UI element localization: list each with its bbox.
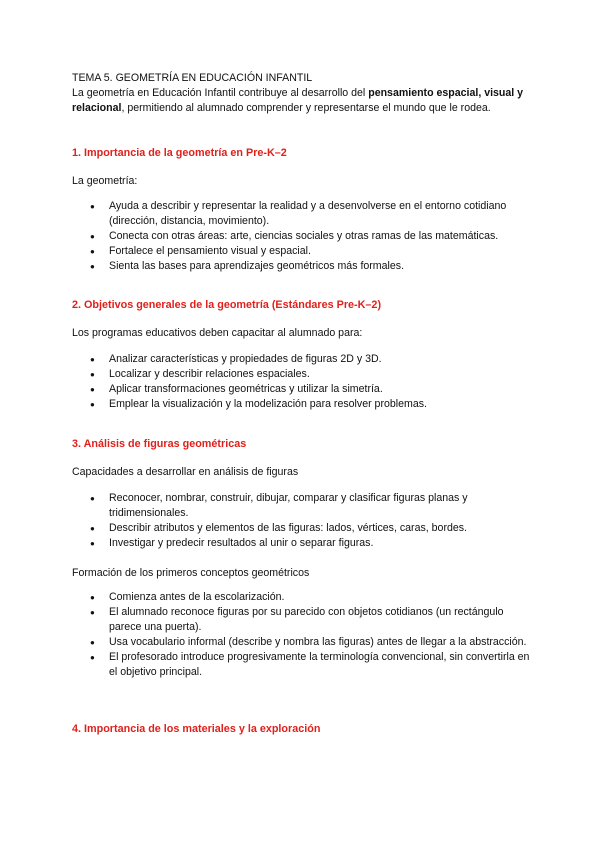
list-item: ● Conecta con otras áreas: arte, ciencias sociales y otras ramas de las matemáticas.	[90, 229, 530, 244]
section-2-heading: 2. Objetivos generales de la geometría (Estándares Pre-K–2)	[72, 299, 382, 311]
intro-bold-text: pensamiento espacial, visual y relacional	[72, 87, 524, 114]
intro-text-end: , permitiendo al alumnado comprender y representarse el mundo que le rodea.	[121, 102, 491, 114]
list-item: ● Reconocer, nombrar, construir, dibujar, comparar y clasificar figuras planas y tridimensionales.	[90, 491, 530, 521]
list-item: ● Emplear la visualización y la modelización para resolver problemas.	[90, 397, 530, 412]
section-2-list	[90, 352, 530, 412]
list-item: ● Comienza antes de la escolarización.	[90, 590, 530, 605]
section-3-heading: 3. Análisis de figuras geométricas	[72, 438, 247, 450]
section-3-sublist	[90, 590, 530, 680]
list-item: ● Describir atributos y elementos de las figuras: lados, vértices, caras, bordes.	[90, 521, 530, 536]
section-1-intro: La geometría:	[72, 175, 138, 187]
list-item: ● El profesorado introduce progresivamente la terminología convencional, sin convertirla en el objetivo principal.	[90, 650, 530, 680]
list-item: ● Localizar y describir relaciones espaciales.	[90, 367, 530, 382]
intro-text: La geometría en Educación Infantil contribuye al desarrollo del	[72, 87, 369, 99]
list-item: ● Fortalece el pensamiento visual y espacial.	[90, 244, 530, 259]
list-item: ● Sienta las bases para aprendizajes geométricos más formales.	[90, 259, 530, 274]
document-title: TEMA 5. GEOMETRÍA EN EDUCACIÓN INFANTIL	[72, 72, 313, 84]
list-item: ● Usa vocabulario informal (describe y nombra las figuras) antes de llegar a la abstracción.	[90, 635, 530, 650]
list-item: ● Aplicar transformaciones geométricas y utilizar la simetría.	[90, 382, 530, 397]
intro-paragraph	[72, 86, 532, 116]
list-item: ● Investigar y predecir resultados al unir o separar figuras.	[90, 536, 530, 551]
section-3-subintro: Formación de los primeros conceptos geométricos	[72, 567, 310, 579]
section-1-heading: 1. Importancia de la geometría en Pre-K–2	[72, 147, 287, 159]
section-1-list	[90, 199, 530, 274]
section-3-intro: Capacidades a desarrollar en análisis de figuras	[72, 466, 299, 478]
list-item: ● Analizar características y propiedades de figuras 2D y 3D.	[90, 352, 530, 367]
list-item: ● Ayuda a describir y representar la realidad y a desenvolverse en el entorno cotidiano (dirección, distancia, movimiento).	[90, 199, 530, 229]
section-2-intro: Los programas educativos deben capacitar al alumnado para:	[72, 327, 363, 339]
section-4-heading: 4. Importancia de los materiales y la exploración	[72, 723, 321, 735]
list-item: ● El alumnado reconoce figuras por su parecido con objetos cotidianos (un rectángulo parece una puerta).	[90, 605, 530, 635]
section-3-list	[90, 491, 530, 551]
